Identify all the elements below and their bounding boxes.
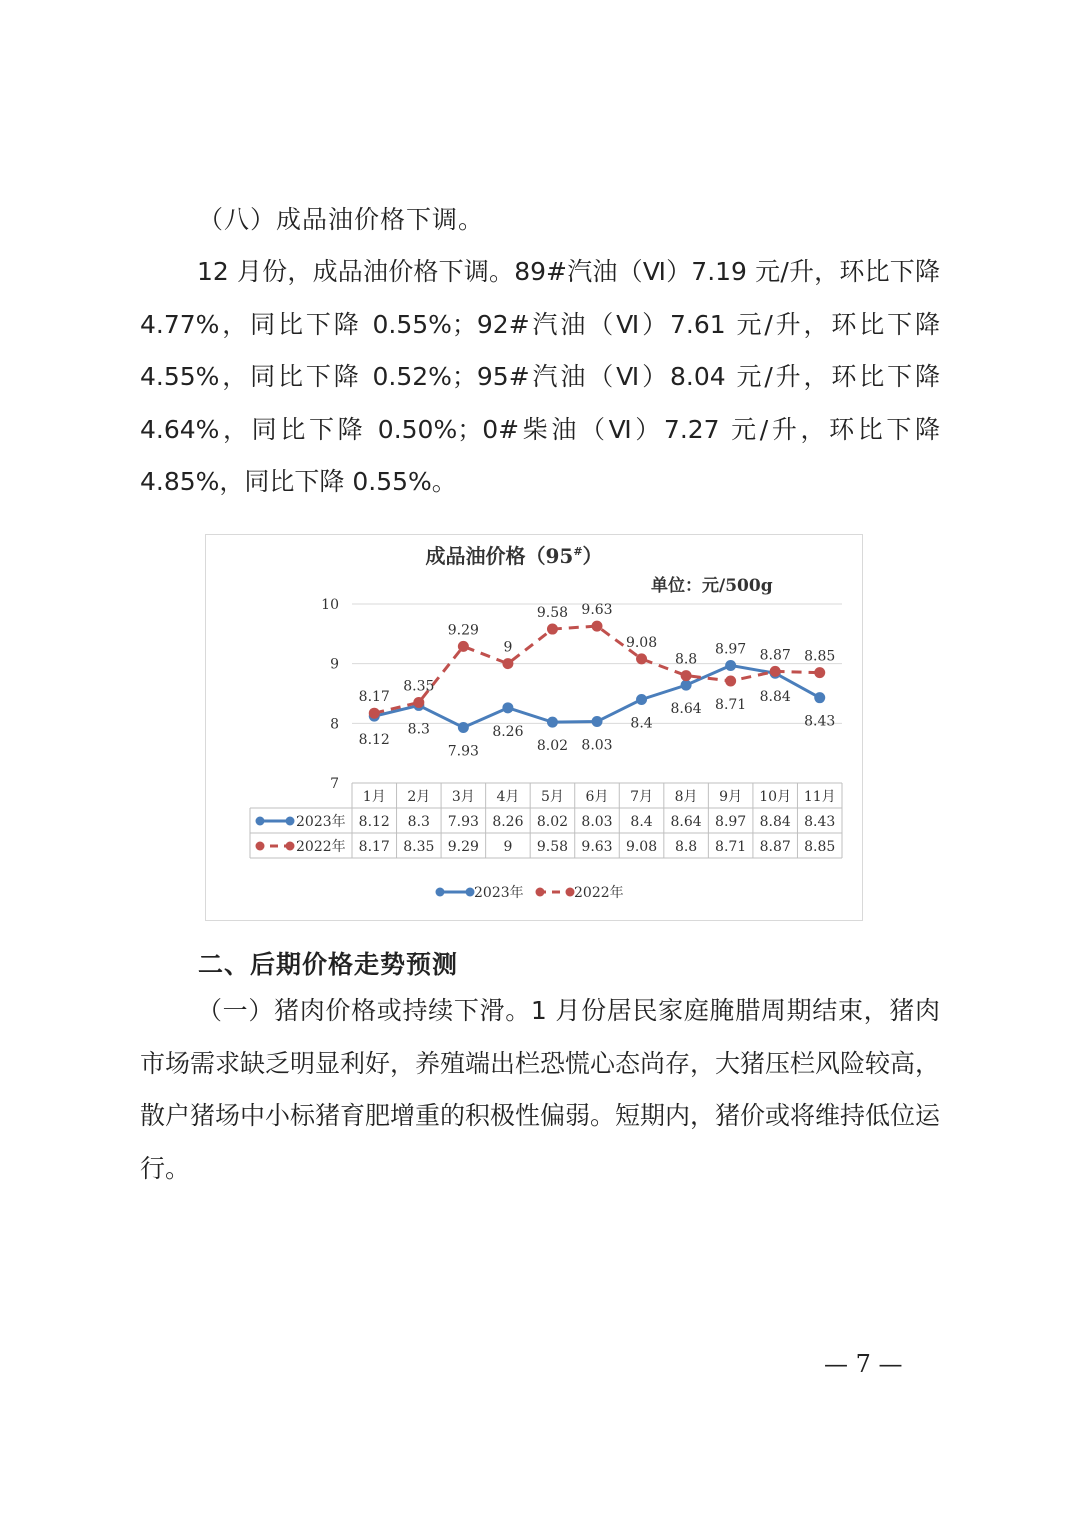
chart-unit: 单位：元/500g <box>651 576 773 596</box>
y-tick-label: 7 <box>330 776 339 792</box>
table-cell: 9 <box>503 839 513 855</box>
table-cell: 8.02 <box>536 814 569 830</box>
x-tick-label: 5月 <box>540 789 564 805</box>
data-point <box>681 680 692 691</box>
chart-title-end: ） <box>582 544 603 568</box>
data-point <box>413 697 424 708</box>
table-series-name: 2023年 <box>296 814 346 830</box>
table-cell: 8.43 <box>804 814 836 830</box>
table-series-name: 2022年 <box>296 839 346 855</box>
data-point <box>814 667 825 678</box>
data-label-2022: 8.87 <box>759 647 791 664</box>
x-tick-label: 4月 <box>496 789 520 805</box>
table-legend-marker <box>286 842 295 851</box>
table-cell: 9.58 <box>536 839 569 855</box>
table-cell: 8.12 <box>358 814 390 830</box>
data-point <box>725 675 736 686</box>
data-point <box>636 653 647 664</box>
data-point <box>725 660 736 671</box>
pork-forecast-text: （一）猪肉价格或持续下滑。1 月份居民家庭腌腊周期结束，猪肉市场需求缺乏明显利好，养殖端出栏恐慌心态尚存，大猪压栏风险较高，散户猪场中小标猪育肥增重的积极性偏弱。短期内，猪价或将维持低位运行。 <box>140 996 941 1183</box>
table-cell: 9.29 <box>447 839 479 855</box>
x-tick-label: 1月 <box>362 789 386 805</box>
chart-title-main: 成品油价格（95 <box>425 544 574 568</box>
data-point <box>592 621 603 632</box>
table-cell: 9.08 <box>625 839 658 855</box>
data-label-2023: 8.64 <box>670 701 702 718</box>
legend-label: 2022年 <box>574 885 624 901</box>
y-tick-label: 9 <box>330 656 339 673</box>
pork-forecast-paragraph <box>140 985 940 1195</box>
fuel-price-paragraph <box>140 246 940 509</box>
data-label-2022: 8.35 <box>403 678 435 695</box>
table-cell: 8.35 <box>403 839 435 855</box>
data-label-2023: 8.26 <box>492 723 524 740</box>
data-label-2023: 8.3 <box>407 721 430 738</box>
chart-title-sup: # <box>573 545 583 558</box>
table-cell: 7.93 <box>447 814 479 830</box>
x-tick-label: 6月 <box>585 789 609 805</box>
table-cell: 8.64 <box>670 814 702 830</box>
x-tick-label: 7月 <box>630 789 654 805</box>
data-label-2022: 9 <box>503 639 513 656</box>
data-label-2023: 8.03 <box>581 737 613 754</box>
section-two-heading: 二、后期价格走势预测 <box>198 950 459 979</box>
data-point <box>502 658 513 669</box>
data-label-2022: 8.85 <box>804 648 836 665</box>
data-label-2022: 8.71 <box>715 696 747 713</box>
chart-svg <box>206 535 862 920</box>
y-tick-label: 8 <box>330 716 339 733</box>
x-tick-label: 2月 <box>407 789 431 805</box>
data-label-2023: 8.4 <box>630 715 653 732</box>
data-label-2023: 8.02 <box>536 738 569 755</box>
data-point <box>369 708 380 719</box>
table-legend-marker <box>286 817 295 826</box>
data-point <box>547 717 558 728</box>
legend-marker <box>536 888 545 897</box>
table-legend-marker <box>256 817 265 826</box>
data-label-2022: 9.08 <box>625 634 658 651</box>
x-tick-label: 10月 <box>759 789 792 805</box>
table-cell: 8.97 <box>715 814 747 830</box>
data-point <box>814 692 825 703</box>
table-cell: 8.87 <box>759 839 791 855</box>
data-point <box>458 641 469 652</box>
table-cell: 8.84 <box>759 814 791 830</box>
page-number: — 7 — <box>824 1350 903 1378</box>
data-point <box>636 694 647 705</box>
data-point <box>592 716 603 727</box>
y-tick-label: 10 <box>321 597 339 613</box>
x-tick-label: 8月 <box>674 789 698 805</box>
table-cell: 8.17 <box>358 839 390 855</box>
data-point <box>458 722 469 733</box>
table-cell: 8.26 <box>492 814 524 830</box>
data-point <box>681 670 692 681</box>
table-cell: 8.4 <box>630 814 653 830</box>
table-cell: 8.71 <box>715 839 747 855</box>
table-cell: 8.3 <box>407 814 430 830</box>
chart-title <box>425 544 602 568</box>
legend-label: 2023年 <box>474 885 524 901</box>
data-point <box>547 624 558 635</box>
data-label-2022: 9.29 <box>447 622 479 639</box>
data-label-2023: 7.93 <box>447 743 479 760</box>
x-tick-label: 9月 <box>719 789 743 805</box>
data-point <box>502 702 513 713</box>
legend-marker <box>436 888 445 897</box>
data-point <box>770 666 781 677</box>
table-cell: 8.85 <box>804 839 836 855</box>
fuel-price-text: 12 月份，成品油价格下调。89#汽油（Ⅵ）7.19 元/升，环比下降 4.77%，同比下降 0.55%；92#汽油（Ⅵ）7.61 元/升，环比下降 4.55%，同比下降 0.52%；95#汽油（Ⅵ）8.04 元/升，环比下降 4.64%，同比下降 0.50%；0#柴油（Ⅵ）7.27 元/升，环比下降 4.85%，同比下降 0.55%。 <box>140 257 940 496</box>
x-tick-label: 11月 <box>803 789 836 805</box>
data-label-2022: 9.58 <box>536 605 569 622</box>
data-label-2022: 8.17 <box>358 689 390 706</box>
section-eight-heading: （八）成品油价格下调。 <box>198 205 485 234</box>
data-label-2023: 8.12 <box>358 732 390 749</box>
fuel-price-chart <box>205 534 863 921</box>
table-legend-marker <box>256 842 265 851</box>
x-tick-label: 3月 <box>451 789 475 805</box>
table-cell: 8.03 <box>581 814 613 830</box>
data-label-2023: 8.84 <box>759 689 791 706</box>
data-label-2022: 9.63 <box>581 602 613 619</box>
table-cell: 9.63 <box>581 839 613 855</box>
table-cell: 8.8 <box>674 839 698 855</box>
data-label-2023: 8.43 <box>804 713 836 730</box>
data-label-2022: 8.8 <box>674 651 698 668</box>
data-label-2023: 8.97 <box>715 641 747 658</box>
